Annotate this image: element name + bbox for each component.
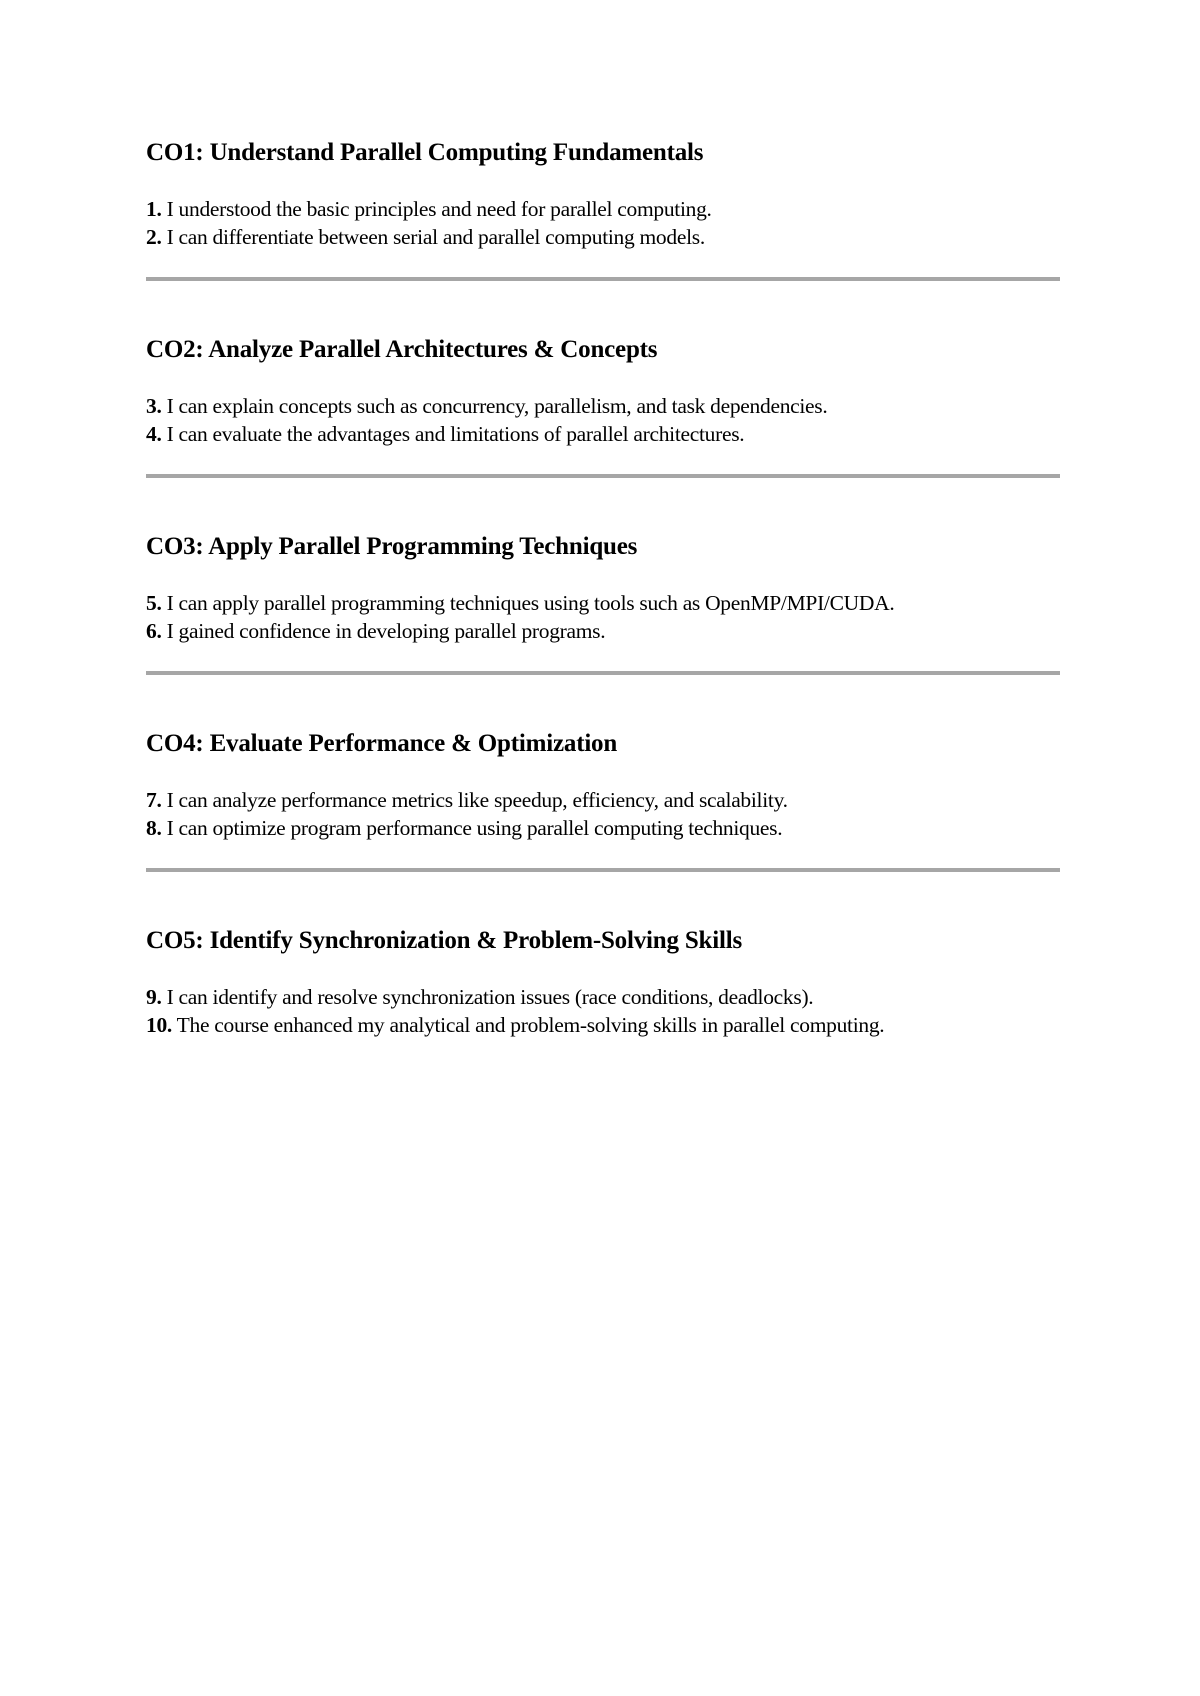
item-number: 9.	[146, 985, 162, 1009]
section-title: CO5: Identify Synchronization & Problem-Solving Skills	[146, 927, 742, 954]
item-text: I can optimize program performance using parallel computing techniques.	[166, 816, 783, 840]
section-divider	[146, 868, 1060, 872]
item-number: 2.	[146, 225, 162, 249]
section-divider	[146, 277, 1060, 281]
section-divider	[146, 671, 1060, 675]
list-item	[146, 420, 1060, 448]
list-item	[146, 223, 1060, 251]
section-co4	[146, 729, 1060, 872]
list-item	[146, 392, 1060, 420]
item-text: I understood the basic principles and need for parallel computing.	[166, 197, 712, 221]
item-text: I can apply parallel programming techniques using tools such as OpenMP/MPI/CUDA.	[166, 591, 895, 615]
section-title: CO3: Apply Parallel Programming Techniques	[146, 533, 638, 560]
item-number: 5.	[146, 591, 162, 615]
statement-list	[146, 983, 1060, 1039]
statement-list	[146, 786, 1060, 842]
section-title: CO4: Evaluate Performance & Optimization	[146, 730, 618, 757]
list-item	[146, 814, 1060, 842]
document-page	[146, 138, 1060, 1039]
section-co2	[146, 335, 1060, 478]
section-title: CO2: Analyze Parallel Architectures & Concepts	[146, 336, 658, 363]
section-title: CO1: Understand Parallel Computing Fundamentals	[146, 139, 704, 166]
statement-list	[146, 195, 1060, 251]
item-number: 1.	[146, 197, 162, 221]
list-item	[146, 1011, 1060, 1039]
item-text: I can analyze performance metrics like speedup, efficiency, and scalability.	[166, 788, 788, 812]
statement-list	[146, 589, 1060, 645]
item-number: 8.	[146, 816, 162, 840]
item-number: 10.	[146, 1013, 172, 1037]
item-number: 4.	[146, 422, 162, 446]
item-number: 7.	[146, 788, 162, 812]
list-item	[146, 617, 1060, 645]
item-text: The course enhanced my analytical and problem-solving skills in parallel computing.	[176, 1013, 885, 1037]
statement-list	[146, 392, 1060, 448]
section-co3	[146, 532, 1060, 675]
item-text: I can explain concepts such as concurrency, parallelism, and task dependencies.	[166, 394, 828, 418]
section-co1	[146, 138, 1060, 281]
list-item	[146, 786, 1060, 814]
section-co5	[146, 926, 1060, 1039]
item-text: I can differentiate between serial and parallel computing models.	[166, 225, 705, 249]
item-number: 6.	[146, 619, 162, 643]
item-text: I can evaluate the advantages and limitations of parallel architectures.	[166, 422, 745, 446]
item-number: 3.	[146, 394, 162, 418]
item-text: I can identify and resolve synchronization issues (race conditions, deadlocks).	[166, 985, 814, 1009]
list-item	[146, 589, 1060, 617]
section-divider	[146, 474, 1060, 478]
list-item	[146, 983, 1060, 1011]
item-text: I gained confidence in developing parallel programs.	[166, 619, 606, 643]
list-item	[146, 195, 1060, 223]
